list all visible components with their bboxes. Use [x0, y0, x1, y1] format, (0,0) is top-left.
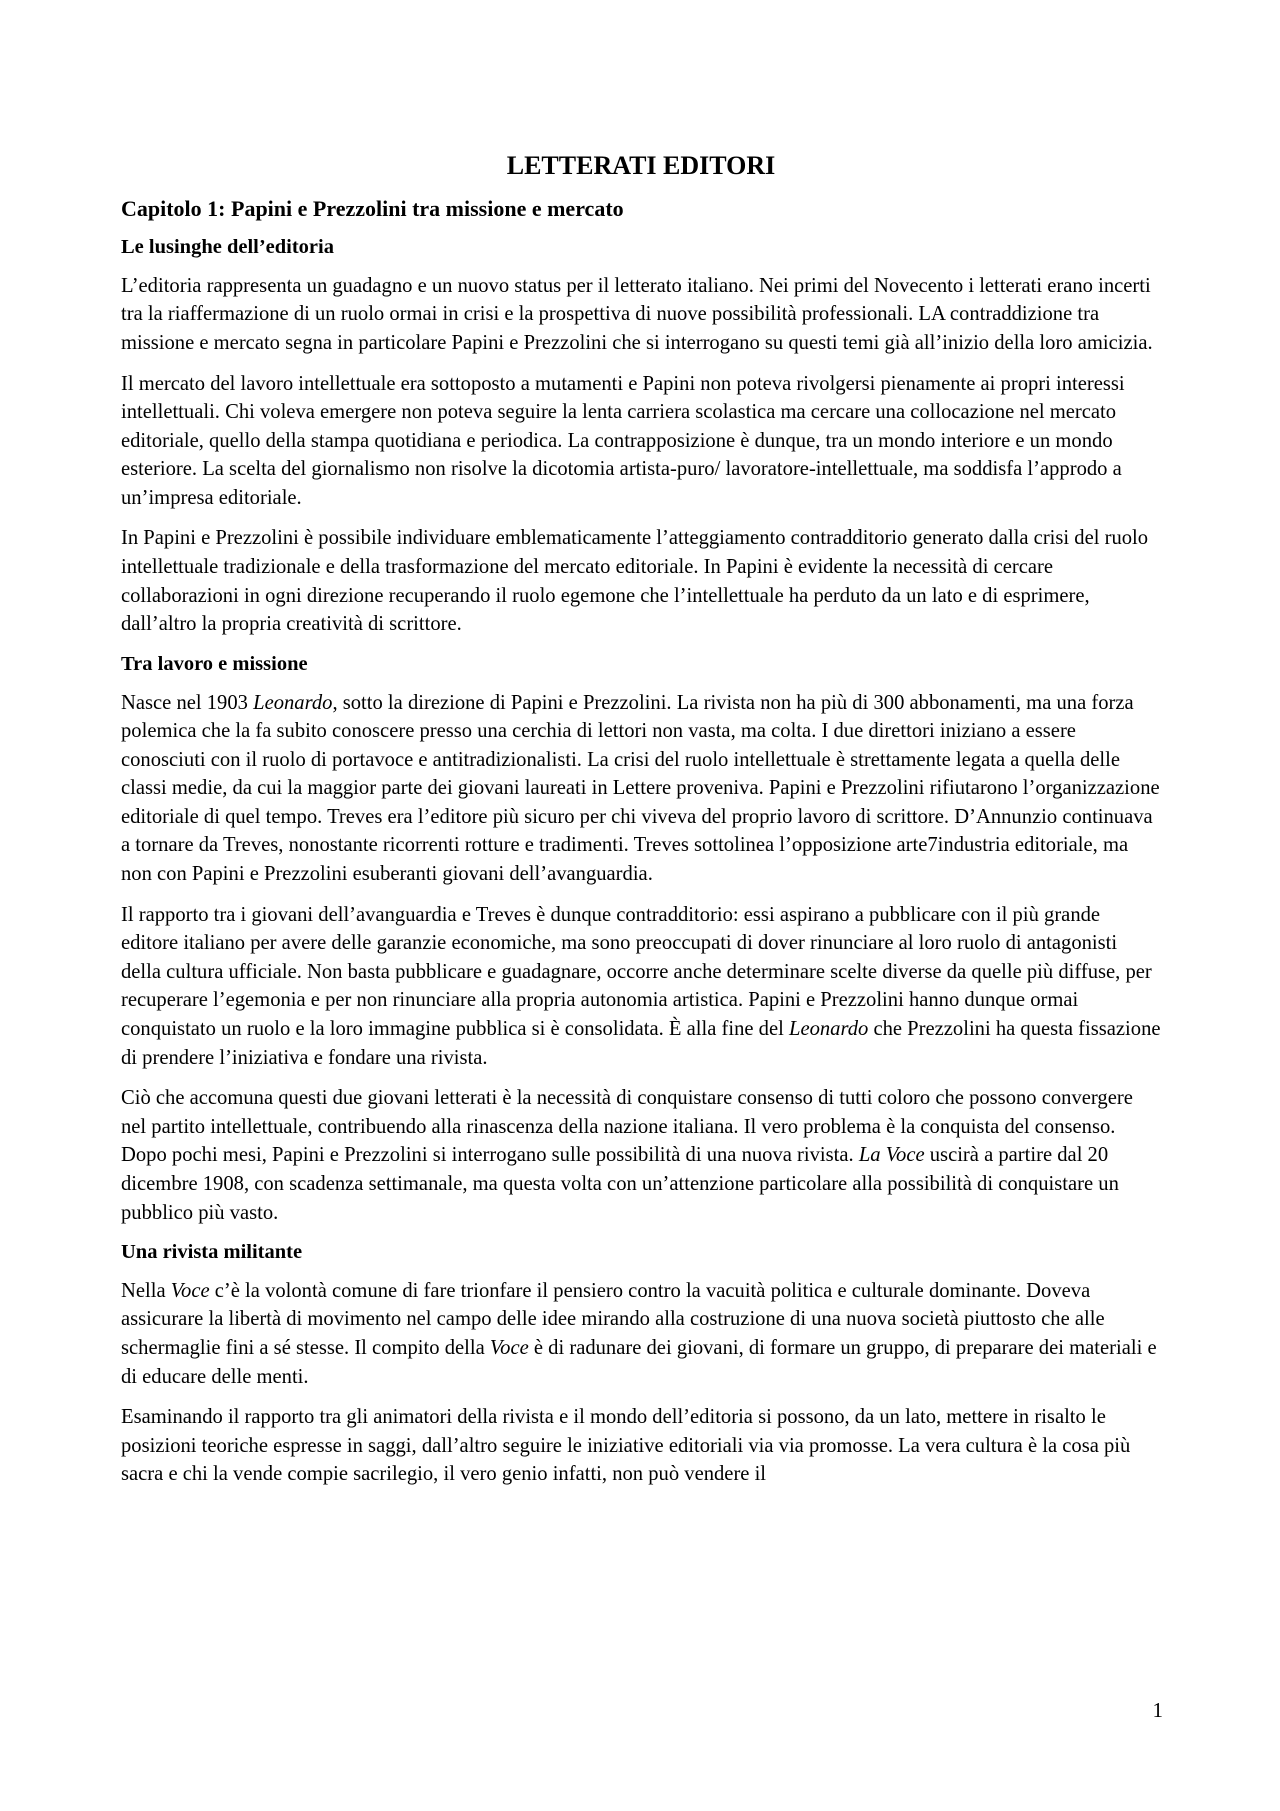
page-number: 1	[1152, 1698, 1163, 1722]
text-run: che Prezzolini ha questa fissazione di prendere l’iniziativa e fondare una rivista.	[121, 1018, 1161, 1069]
italic-text: La Voce	[858, 1144, 925, 1167]
body-paragraph	[121, 1277, 1161, 1391]
body-paragraph	[121, 524, 1161, 638]
sections-container	[121, 234, 1161, 1489]
italic-text: Leonardo	[788, 1018, 869, 1041]
text-run: In Papini e Prezzolini è possibile individuare emblematicamente l’atteggiamento contradditorio generato dalla crisi del ruolo intellettuale tradizionale e della trasformazione del mercato editoriale. In Papini è evidente la necessità di cercare collaborazioni in ogni direzione recuperando il ruolo egemone che l’intellettuale ha perduto da un lato e di esprimere, dall’altro la propria creatività di scrittore.	[121, 527, 1149, 636]
body-paragraph	[121, 370, 1161, 513]
body-paragraph	[121, 1403, 1161, 1489]
text-run: Nella	[121, 1279, 171, 1302]
document-title: LETTERATI EDITORI	[506, 151, 776, 180]
chapter-heading: Capitolo 1: Papini e Prezzolini tra missione e mercato	[121, 195, 624, 221]
text-run: uscirà a partire dal 20 dicembre 1908, con scadenza settimanale, ma questa volta con un’attenzione particolare alla possibilità di conquistare un pubblico più vasto.	[121, 1144, 1119, 1224]
body-paragraph	[121, 901, 1161, 1073]
italic-text: Voce	[489, 1337, 529, 1360]
text-run: , sotto la direzione di Papini e Prezzolini. La rivista non ha più di 300 abbonamenti, ma una forza polemica che la fa subito conoscere presso una cerchia di lettori non vasta, ma colta. I due direttori iniziano a essere conosciuti con il ruolo di portavoce e antitradizionalisti. La crisi del ruolo intellettuale è strettamente legata a quella delle classi medie, da cui la maggior parte dei giovani laureati in Lettere proveniva. Papini e Prezzolini rifiutarono l’organizzazione editoriale di quel tempo. Treves era l’editore più sicuro per chi viveva del proprio lavoro di scrittore. D’Annunzio continuava a tornare da Treves, nonostante ricorrenti rotture e tradimenti. Treves sottolinea l’opposizione arte7industria editoriale, ma non con Papini e Prezzolini esuberanti giovani dell’avanguardia.	[121, 691, 1160, 886]
body-paragraph	[121, 272, 1161, 358]
section-heading: Le lusinghe dell’editoria	[121, 236, 334, 259]
body-paragraph	[121, 689, 1161, 889]
section-heading: Una rivista militante	[121, 1241, 303, 1264]
text-run: Il rapporto tra i giovani dell’avanguardia e Treves è dunque contradditorio: essi aspirano a pubblicare con il più grande editore italiano per avere delle garanzie economiche, ma sono preoccupati di dover rinunciare al loro ruolo di antagonisti della cultura ufficiale. Non basta pubblicare e guadagnare, occorre anche determinare scelte diverse da quelle più diffuse, per recuperare l’egemonia e per non rinunciare alla propria autonomia artistica. Papini e Prezzolini hanno dunque ormai conquistato un ruolo e la loro immagine pubblica si è consolidata. È alla fine del	[121, 903, 1152, 1041]
text-run: Il mercato del lavoro intellettuale era sottoposto a mutamenti e Papini non poteva rivolgersi pienamente ai propri interessi intellettuali. Chi voleva emergere non poteva seguire la lenta carriera scolastica ma cercare una collocazione nel mercato editoriale, quello della stampa quotidiana e periodica. La contrapposizione è dunque, tra un mondo interiore e un mondo esteriore. La scelta del giornalismo non risolve la dicotomia artista-puro/ lavoratore-intellettuale, ma soddisfa l’approdo a un’impresa editoriale.	[121, 372, 1125, 509]
text-run: c’è la volontà comune di fare trionfare il pensiero contro la vacuità politica e culturale dominante. Doveva assicurare la libertà di movimento nel campo delle idee mirando alla costruzione di una nuova società piuttosto che alle schermaglie fini a sé stesse. Il compito della	[121, 1279, 1105, 1360]
italic-text: Leonardo	[253, 691, 333, 714]
text-run: Nasce nel 1903	[121, 691, 254, 714]
text-run: L’editoria rappresenta un guadagno e un nuovo status per il letterato italiano. Nei primi del Novecento i letterati erano incerti tra la riaffermazione di un ruolo ormai in crisi e la prospettiva di nuove possibilità professionali. LA contraddizione tra missione e mercato segna in particolare Papini e Prezzolini che si interrogano su questi temi già all’inizio della loro amicizia.	[121, 274, 1153, 354]
section-heading: Tra lavoro e missione	[121, 652, 308, 675]
body-paragraph	[121, 1084, 1161, 1227]
italic-text: Voce	[170, 1279, 210, 1302]
text-run: Ciò che accomuna questi due giovani letterati è la necessità di conquistare consenso di tutti coloro che possono convergere nel partito intellettuale, contribuendo alla rinascenza della nazione italiana. Il vero problema è la conquista del consenso. Dopo pochi mesi, Papini e Prezzolini si interrogano sulle possibilità di una nuova rivista.	[121, 1087, 1133, 1167]
page-content	[121, 150, 1161, 1501]
text-run: è di radunare dei giovani, di formare un gruppo, di preparare dei materiali e di educare delle menti.	[121, 1337, 1157, 1388]
text-run: Esaminando il rapporto tra gli animatori della rivista e il mondo dell’editoria si possono, da un lato, mettere in risalto le posizioni teoriche espresse in saggi, dall’altro seguire le iniziative editoriali via via promosse. La vera cultura è la cosa più sacra e chi la vende compie sacrilegio, il vero genio infatti, non può vendere il	[121, 1406, 1131, 1486]
